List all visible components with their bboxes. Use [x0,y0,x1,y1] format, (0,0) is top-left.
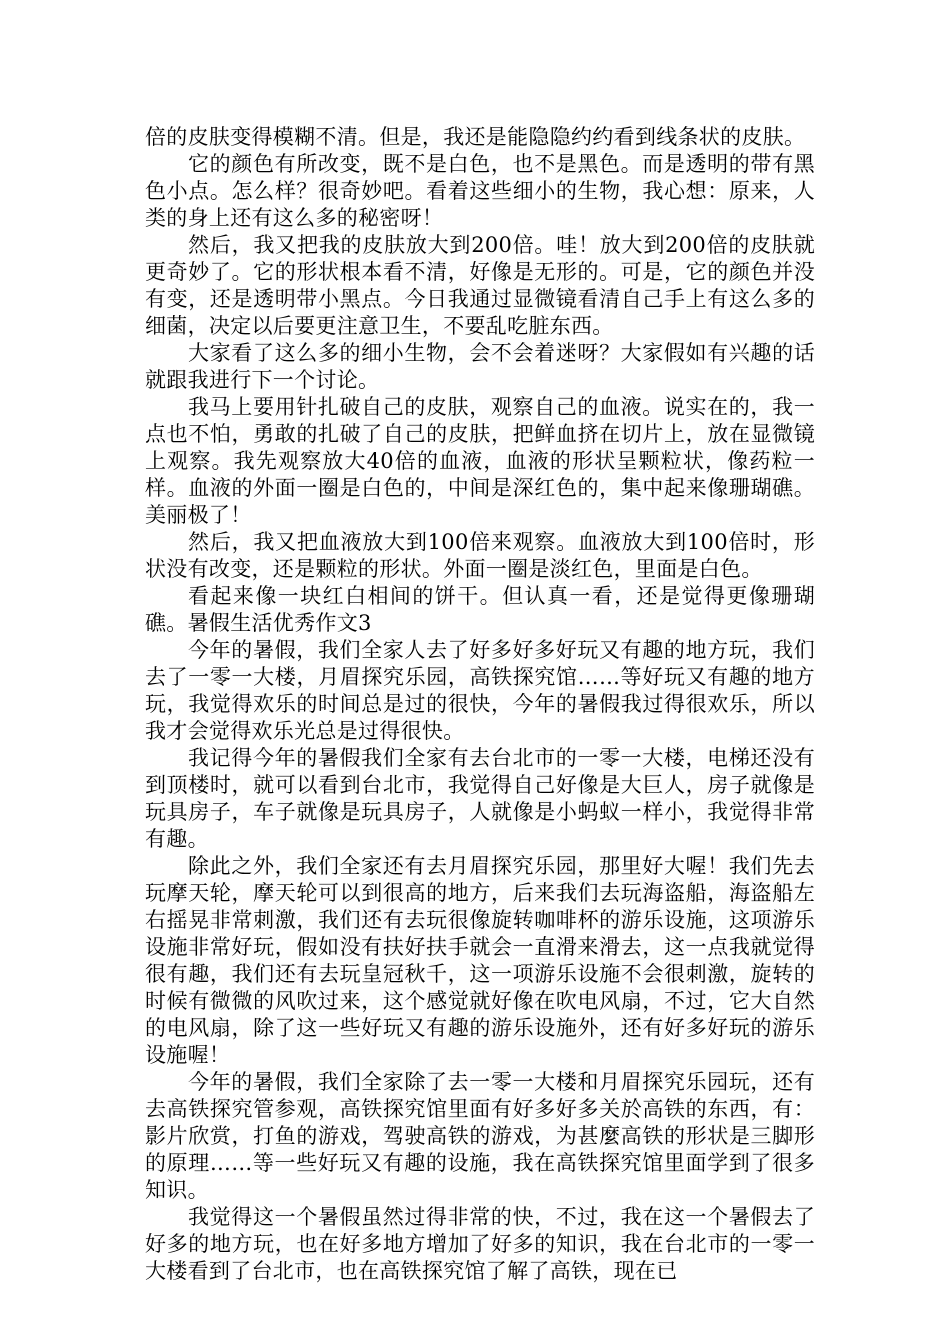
paragraph-8: 今年的暑假，我们全家人去了好多好多好玩又有趣的地方玩，我们去了一零一大楼，月眉探究乐园，高铁探究馆……等好玩又有趣的地方玩，我觉得欢乐的时间总是过的很快，今年的暑假我过得很欢乐，所以我才会觉得欢乐光总是过得很快。 [145,638,815,743]
paragraph-7: 看起来像一块红白相间的饼干。但认真一看，还是觉得更像珊瑚礁。暑假生活优秀作文3 [145,584,815,635]
paragraph-4: 大家看了这么多的细小生物，会不会着迷呀？大家假如有兴趣的话就跟我进行下一个讨论。 [145,341,815,392]
document-page [145,124,815,1285]
paragraph-5: 我马上要用针扎破自己的皮肤，观察自己的血液。说实在的，我一点也不怕，勇敢的扎破了自己的皮肤，把鲜血挤在切片上，放在显微镜上观察。我先观察放大40倍的血液，血液的形状呈颗粒状，像药粒一样。血液的外面一圈是白色的，中间是深红色的，集中起来像珊瑚礁。美丽极了！ [145,395,815,527]
paragraph-1: 倍的皮肤变得模糊不清。但是，我还是能隐隐约约看到线条状的皮肤。 [145,125,806,149]
paragraph-10: 除此之外，我们全家还有去月眉探究乐园，那里好大喔！我们先去玩摩天轮，摩天轮可以到很高的地方，后来我们去玩海盗船，海盗船左右摇晃非常刺激，我们还有去玩很像旋转咖啡杯的游乐设施，这项游乐设施非常好玩，假如没有扶好扶手就会一直滑来滑去，这一点我就觉得很有趣，我们还有去玩皇冠秋千，这一项游乐设施不会很刺激，旋转的时候有微微的风吹过来，这个感觉就好像在吹电风扇，不过，它大自然的电风扇，除了这一些好玩又有趣的游乐设施外，还有好多好玩的游乐设施喔！ [145,854,815,1067]
paragraph-12: 我觉得这一个暑假虽然过得非常的快，不过，我在这一个暑假去了好多的地方玩，也在好多地方增加了好多的知识，我在台北市的一零一大楼看到了台北市，也在高铁探究馆了解了高铁，现在已 [145,1205,815,1283]
paragraph-3: 然后，我又把我的皮肤放大到200倍。哇！放大到200倍的皮肤就更奇妙了。它的形状根本看不清，好像是无形的。可是，它的颜色并没有变，还是透明带小黑点。今日我通过显微镜看清自己手上有这么多的细菌，决定以后要更注意卫生，不要乱吃脏东西。 [145,233,815,338]
paragraph-6: 然后，我又把血液放大到100倍来观察。血液放大到100倍时，形状没有改变，还是颗粒的形状。外面一圈是淡红色，里面是白色。 [145,530,815,581]
paragraph-11: 今年的暑假，我们全家除了去一零一大楼和月眉探究乐园玩，还有去高铁探究管参观，高铁探究馆里面有好多好多关於高铁的东西，有：影片欣赏，打鱼的游戏，驾驶高铁的游戏，为甚麼高铁的形状是三脚形的原理……等一些好玩又有趣的设施，我在高铁探究馆里面学到了很多知识。 [145,1070,815,1202]
paragraph-2: 它的颜色有所改变，既不是白色，也不是黑色。而是透明的带有黑色小点。怎么样？很奇妙吧。看着这些细小的生物，我心想：原来，人类的身上还有这么多的秘密呀！ [145,152,815,230]
paragraph-9: 我记得今年的暑假我们全家有去台北市的一零一大楼，电梯还没有到顶楼时，就可以看到台北市，我觉得自己好像是大巨人，房子就像是玩具房子，车子就像是玩具房子，人就像是小蚂蚁一样小，我觉得非常有趣。 [145,746,815,851]
